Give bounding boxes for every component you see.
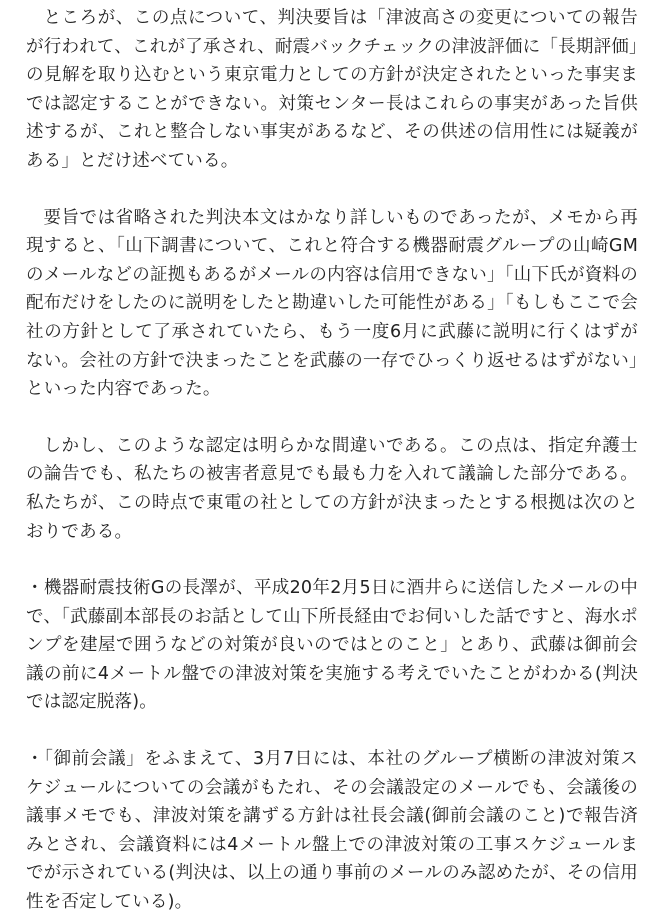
paragraph-judgment-summary: ところが、この点について、判決要旨は「津波高さの変更についての報告が行われて、これが了承され、耐震バックチェックの津波評価に「長期評価」の見解を取り込むという東京電力としての方針が決定されたといった事実までは認定することができない。対策センター長はこれらの事実があった旨供述するが、これと整合しない事実があるなど、その供述の信用性には疑義がある」とだけ述べている。 bbox=[26, 8, 638, 171]
paragraph-rebuttal: しかし、このような認定は明らかな間違いである。この点は、指定弁護士の論告でも、私たちの被害者意見でも最も力を入れて議論した部分である。私たちが、この時点で東電の社としての方針が決まったとする根拠は次のとおりである。 bbox=[26, 435, 638, 542]
paragraph-judgment-body: 要旨では省略された判決本文はかなり詳しいものであったが、メモから再現すると、「山下調書について、これと符合する機器耐震グループの山崎GMのメールなどの証拠もあるがメールの内容は信用できない」「山下氏が資料の配布だけをしたのに説明をしたと勘違いした可能性がある」「もしもここで会社の方針として了承されていたら、もう一度6月に武藤に説明に行くはずがない。会社の方針で決まったことを武藤の一存でひっくり返せるはずがない」といった内容であった。 bbox=[26, 207, 638, 400]
bullet-evidence-email: ・機器耐震技術Gの長澤が、平成20年2月5日に酒井らに送信したメールの中で、「武藤副本部長のお話として山下所長経由でお伺いした話ですと、海水ポンプを建屋で囲うなどの対策が良いのではとのこと」とあり、武藤は御前会議の前に4メートル盤での津波対策を実施する考えでいたことがわかる(判決では認定脱落)。 bbox=[26, 578, 638, 713]
bullet-evidence-meeting: ・「御前会議」をふまえて、3月7日には、本社のグループ横断の津波対策スケジュールについての会議がもたれ、その会議設定のメールでも、会議後の議事メモでも、津波対策を講ずる方針は社長会議(御前会議のこと)で報告済みとされ、会議資料には4メートル盤上での津波対策の工事スケジュールまでが示されている(判決は、以上の通り事前のメールのみ認めたが、その信用性を否定している)。 bbox=[26, 749, 638, 913]
